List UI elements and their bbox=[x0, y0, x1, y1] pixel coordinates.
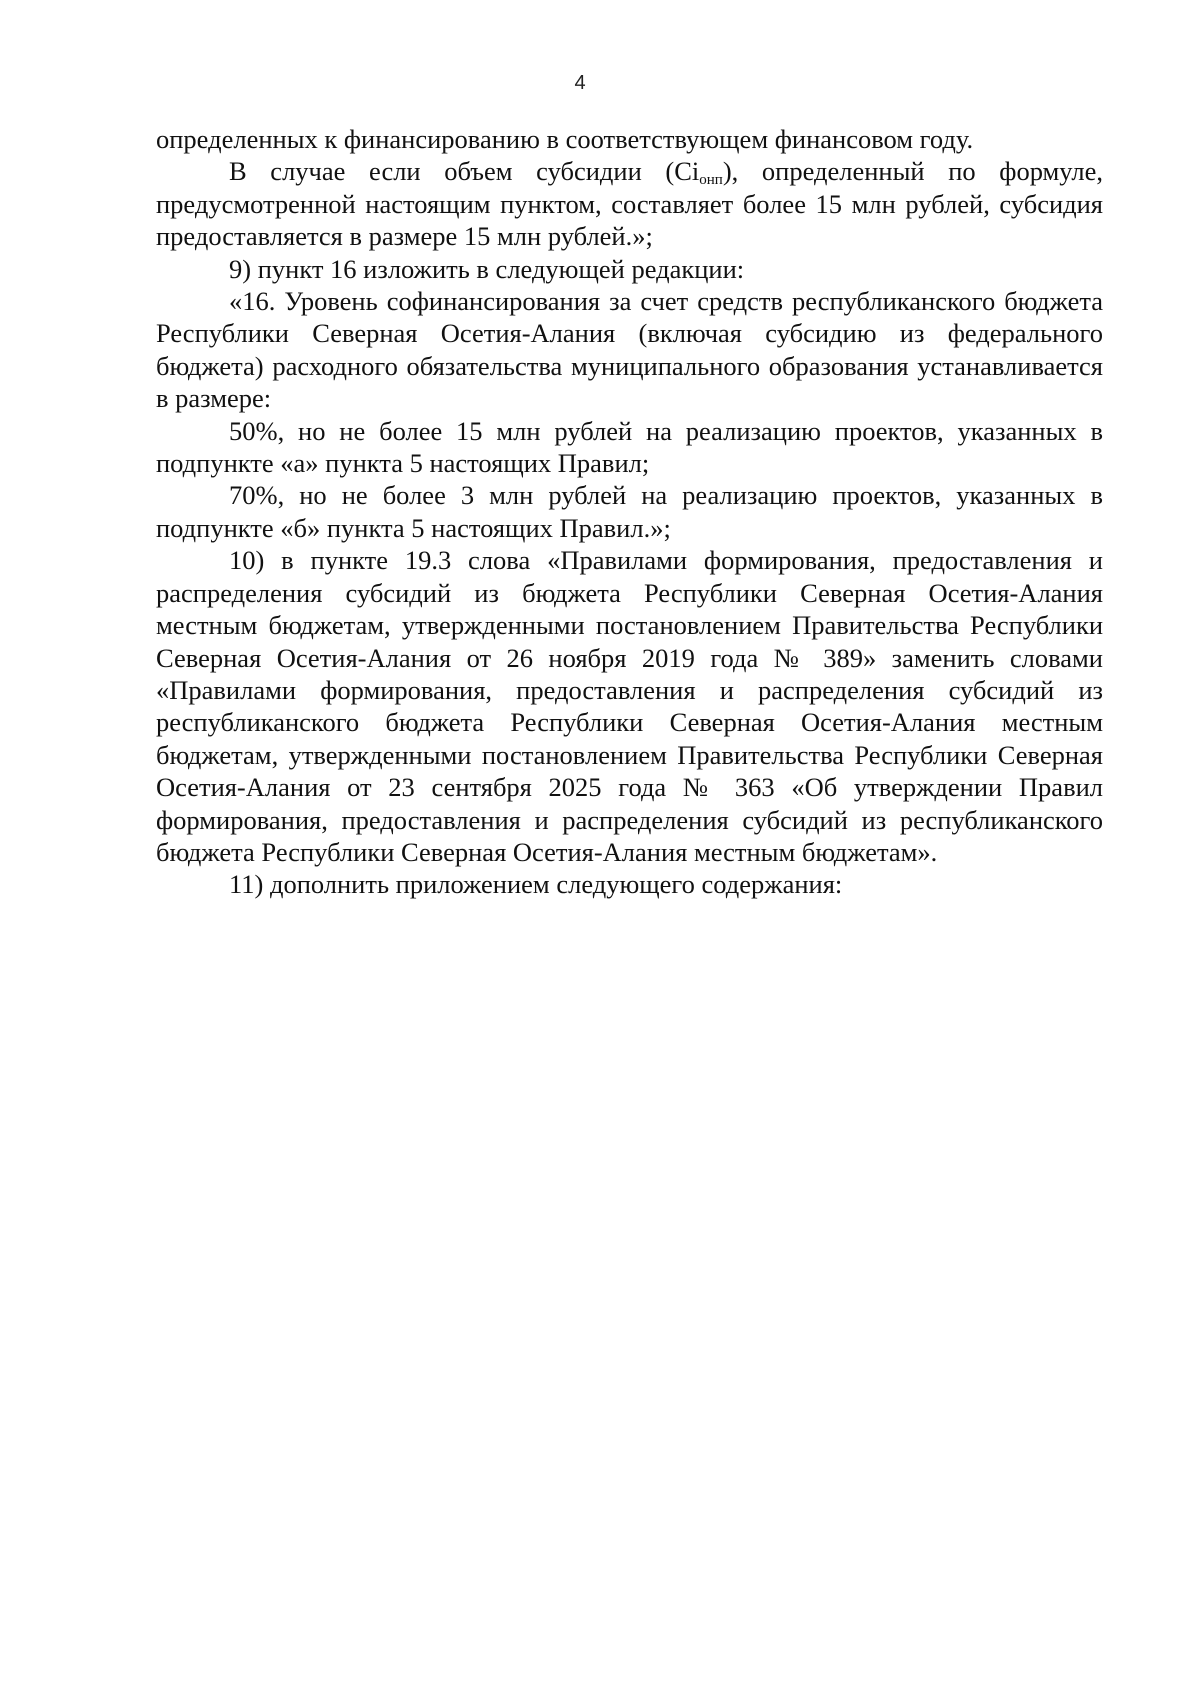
paragraph-2-end: ), определенный по формуле, предусмотренной настоящим пунктом, составляет более 15 млн рублей, субсидия предоставляется в размере 15 млн рублей.»; bbox=[156, 156, 1104, 252]
paragraph-8: 11) дополнить приложением следующего содержания: bbox=[229, 869, 843, 900]
paragraph-4: «16. Уровень софинансирования за счет средств республиканского бюджета Республики Северная Осетия-Алания (включая субсидию из федерального бюджета) расходного обязательства муниципального образования устанавливается в размере: bbox=[156, 286, 1103, 414]
page-number: 4 bbox=[574, 72, 586, 94]
paragraph-7: 10) в пункте 19.3 слова «Правилами формирования, предоставления и распределения субсидий из бюджета Республики Северная Осетия-Алания местным бюджетам, утвержденными постановлением Правительства Республики Северная Осетия-Алания от 26 ноября 2019 года № 389» заменить словами «Правилами формирования, предоставления и распределения субсидий из республиканского бюджета Республики Северная Осетия-Алания местным бюджетам, утвержденными постановлением Правительства Республики Северная Осетия-Алания от 23 сентября 2025 года № 363 «Об утверждении Правил формирования, предоставления и распределения субсидий из республиканского бюджета Республики Северная Осетия-Алания местным бюджетам». bbox=[156, 545, 1103, 867]
paragraph-6: 70%, но не более 3 млн рублей на реализацию проектов, указанных в подпункте «б» пункта 5 настоящих Правил.»; bbox=[156, 480, 1103, 543]
paragraph-5: 50%, но не более 15 млн рублей на реализацию проектов, указанных в подпункте «а» пункта 5 настоящих Правил; bbox=[156, 415, 1103, 479]
paragraph-3: 9) пункт 16 изложить в следующей редакции: bbox=[229, 253, 745, 284]
paragraph-2-start: В случае если объем субсидии (Ci bbox=[229, 156, 700, 187]
paragraph-2 bbox=[156, 155, 1103, 252]
paragraph-1: определенных к финансированию в соответствующем финансовом году. bbox=[156, 124, 974, 154]
subscript-onp: онп bbox=[699, 172, 723, 189]
document-body bbox=[156, 123, 1103, 901]
